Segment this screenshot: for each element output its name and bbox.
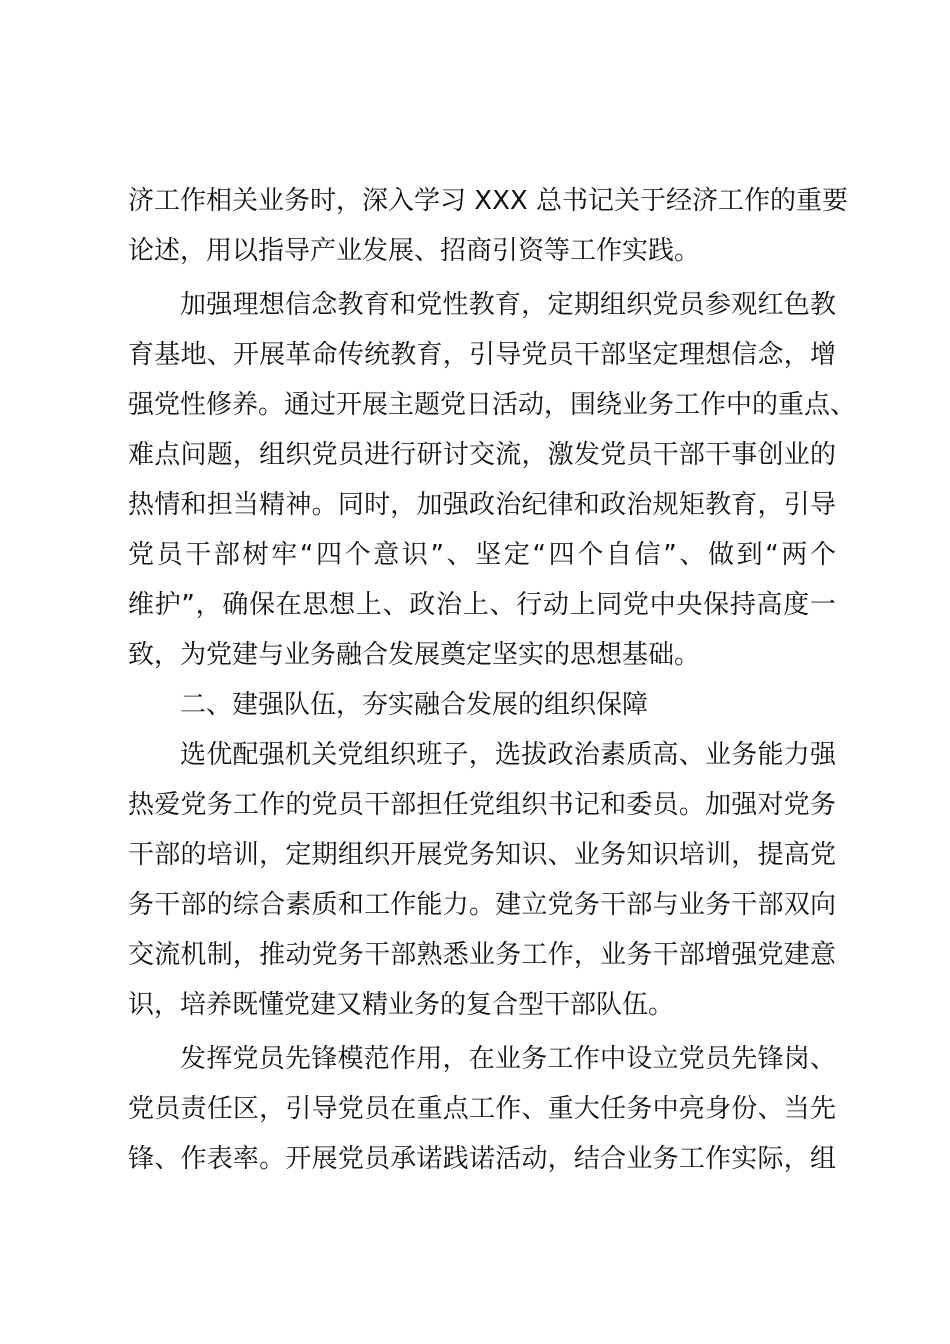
- paragraph-line: 交流机制，推动党务干部熟悉业务工作，业务干部增强党建意: [128, 940, 836, 970]
- paragraph-line: 维护”，确保在思想上、政治上、行动上同党中央保持高度一: [128, 590, 836, 620]
- paragraph-line: 干部的培训，定期组织开展党务知识、业务知识培训，提高党: [128, 840, 836, 870]
- paragraph-line: 加强理想信念教育和党性教育，定期组织党员参观红色教: [180, 290, 836, 320]
- paragraph-line: 党员干部树牢“四个意识”、坚定“四个自信”、做到“两个: [128, 540, 836, 570]
- paragraph-line: 锋、作表率。开展党员承诺践诺活动，结合业务工作实际，组: [128, 1144, 836, 1174]
- paragraph-line: 选优配强机关党组织班子，选拔政治素质高、业务能力强: [180, 740, 836, 770]
- paragraph-line: 热情和担当精神。同时，加强政治纪律和政治规矩教育，引导: [128, 490, 836, 520]
- section-heading: 二、建强队伍，夯实融合发展的组织保障: [180, 690, 649, 720]
- paragraph-line: 热爱党务工作的党员干部担任党组织书记和委员。加强对党务: [128, 790, 836, 820]
- paragraph-line: 务干部的综合素质和工作能力。建立党务干部与业务干部双向: [128, 890, 836, 920]
- paragraph-line: 致，为党建与业务融合发展奠定坚实的思想基础。: [128, 640, 701, 670]
- paragraph-line: 强党性修养。通过开展主题党日活动，围绕业务工作中的重点、: [128, 390, 857, 420]
- paragraph-line: 党员责任区，引导党员在重点工作、重大任务中亮身份、当先: [128, 1094, 836, 1124]
- paragraph-line: 难点问题，组织党员进行研讨交流，激发党员干部干事创业的: [128, 440, 836, 470]
- paragraph-line: 济工作相关业务时，深入学习 XXX 总书记关于经济工作的重要: [128, 186, 848, 216]
- paragraph-line: 论述，用以指导产业发展、招商引资等工作实践。: [128, 236, 701, 266]
- paragraph-line: 育基地、开展革命传统教育，引导党员干部坚定理想信念，增: [128, 340, 836, 370]
- paragraph-line: 识，培养既懂党建又精业务的复合型干部队伍。: [128, 990, 675, 1020]
- paragraph-line: 发挥党员先锋模范作用，在业务工作中设立党员先锋岗、: [180, 1044, 836, 1074]
